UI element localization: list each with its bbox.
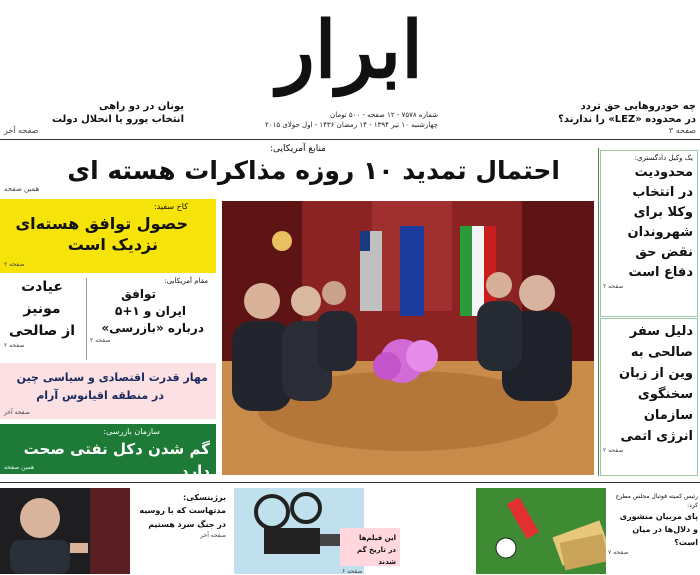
bottom-c-page: صفحه ۷	[608, 549, 629, 556]
top-right-page: صفحه ۳	[668, 126, 696, 135]
main-headline[interactable]	[0, 143, 596, 187]
right-col-a[interactable]	[600, 150, 698, 317]
green-box[interactable]	[0, 424, 216, 480]
yellow-box-page: صفحه ۲	[4, 261, 25, 268]
right-col-b-line1: دلیل سفر	[629, 324, 693, 339]
bottom-a-line2: در جنگ سرد هستیم	[148, 520, 226, 529]
right-col-a-line3: وکلا برای	[633, 205, 693, 220]
left-col-a[interactable]	[0, 276, 84, 360]
masthead-rule	[0, 139, 700, 140]
pink-box-line2: در منطقه اقیانوس آرام	[36, 389, 164, 402]
right-col-b-line3: وین از زبان	[619, 366, 693, 381]
right-col-b-line5: سازمان	[643, 408, 693, 423]
left-col-a-line2: مونیز	[23, 301, 61, 317]
bottom-c-football-money	[476, 488, 606, 574]
masthead-meta-date: چهارشنبه ۱۰ تیر ۱۳۹۴ - ۱۴ رمضان ۱۴۳۶ - اول جولای ۲۰۱۵	[265, 121, 438, 129]
masthead-meta	[262, 110, 438, 130]
right-col-a-line1: محدودیت	[634, 165, 693, 180]
main-photo-illustration	[222, 201, 594, 475]
main-headline-kicker: منابع آمریکایی:	[270, 144, 326, 154]
left-col-a-page: صفحه ۲	[4, 342, 25, 349]
bottom-a-text[interactable]	[132, 492, 226, 539]
yellow-box[interactable]	[0, 199, 216, 273]
left-col-b-kicker: مقام آمریکایی:	[164, 277, 208, 285]
bottom-a-photo	[0, 488, 130, 574]
right-col-b-line2: صالحی به	[630, 345, 693, 360]
top-right-line2: در محدوده «LEZ» را ندارند؟	[558, 114, 696, 125]
left-col-b-line1: توافق	[121, 287, 156, 301]
bottom-rule	[0, 482, 700, 483]
pink-box-page: صفحه آخر	[4, 409, 30, 416]
bottom-a-line1: مدتهاست که با روسیه	[139, 506, 226, 515]
yellow-box-kicker: کاخ سفید:	[153, 202, 188, 211]
right-col-b[interactable]	[600, 318, 698, 476]
top-left-line2: انتخاب یورو یا انحلال دولت	[51, 114, 184, 125]
main-headline-page: همین صفحه	[4, 185, 40, 193]
bottom-a-portrait	[0, 488, 130, 574]
bottom-b-line1: این فیلم‌ها	[358, 534, 396, 542]
yellow-box-line1: حصول توافق هسته‌ای	[15, 214, 188, 233]
left-col-b[interactable]	[90, 276, 214, 360]
top-left-teaser[interactable]	[4, 100, 184, 135]
right-col-a-line5: نقض حق	[635, 245, 693, 260]
bottom-a-page: صفحه آخر	[200, 532, 226, 539]
right-col-a-kicker: یک وکیل دادگستری:	[634, 154, 693, 162]
bottom-c-line1: پای مربیان منشوری	[619, 512, 698, 521]
masthead-logo: ابرار	[277, 5, 423, 96]
green-box-page: همین صفحه	[4, 464, 35, 471]
right-col-b-line6: انرژی اتمی	[620, 429, 693, 444]
left-col-b-page: صفحه ۲	[90, 337, 111, 344]
pink-box-line1: مهار قدرت اقتصادی و سیاسی چین	[16, 371, 208, 384]
top-left-page: صفحه آخر	[4, 126, 39, 135]
left-col-a-line1: عیادت	[21, 279, 63, 295]
top-left-line1: یونان در دو راهی	[99, 101, 184, 112]
bottom-c-text[interactable]	[608, 492, 698, 556]
left-col-divider	[86, 278, 87, 360]
bottom-b-text[interactable]	[340, 528, 400, 575]
bottom-c-photo	[476, 488, 606, 574]
right-col-a-page: صفحه ۲	[603, 283, 624, 290]
top-right-line1: چه خودروهایی حق تردد	[580, 101, 696, 112]
bottom-a-kicker: برژینسکی:	[183, 493, 226, 502]
main-headline-title: احتمال تمدید ۱۰ روزه مذاکرات هسته ای	[67, 156, 560, 185]
right-col-a-line2: در انتخاب	[632, 185, 693, 200]
yellow-box-line2: نزدیک است	[67, 235, 158, 254]
masthead-meta-issue: شماره ۷۵۷۸ - ۱۲ صفحه - ۵۰۰ تومان	[330, 111, 438, 119]
right-col-a-line6: دفاع است	[628, 265, 693, 280]
right-col-a-line4: شهروندان	[627, 225, 693, 240]
left-col-b-line3: درباره «بازرسی»	[101, 321, 204, 335]
bottom-b-page: صفحه ۶	[342, 568, 363, 575]
bottom-c-kicker: رئیس کمیته فوتبال مجلس مطرح کرد:	[615, 493, 698, 509]
top-right-teaser[interactable]	[520, 100, 696, 135]
green-box-title: گم شدن دکل نفتی صحت دارد	[23, 440, 210, 480]
right-col-b-page: صفحه ۲	[603, 447, 624, 454]
main-photo-nuclear-talks	[222, 201, 594, 475]
green-box-kicker: سازمان بازرسی:	[103, 427, 160, 436]
right-col-rule	[598, 148, 599, 476]
pink-box[interactable]	[0, 363, 216, 419]
bottom-b-line2: در تاریخ گم شدند	[356, 546, 396, 566]
right-col-b-line4: سخنگوی	[637, 387, 693, 402]
left-col-b-line2: ایران و ۱+۵	[115, 304, 186, 318]
bottom-c-line2: و دلال‌ها در میان است؟	[632, 525, 698, 547]
left-col-a-line3: از صالحی	[8, 323, 76, 339]
